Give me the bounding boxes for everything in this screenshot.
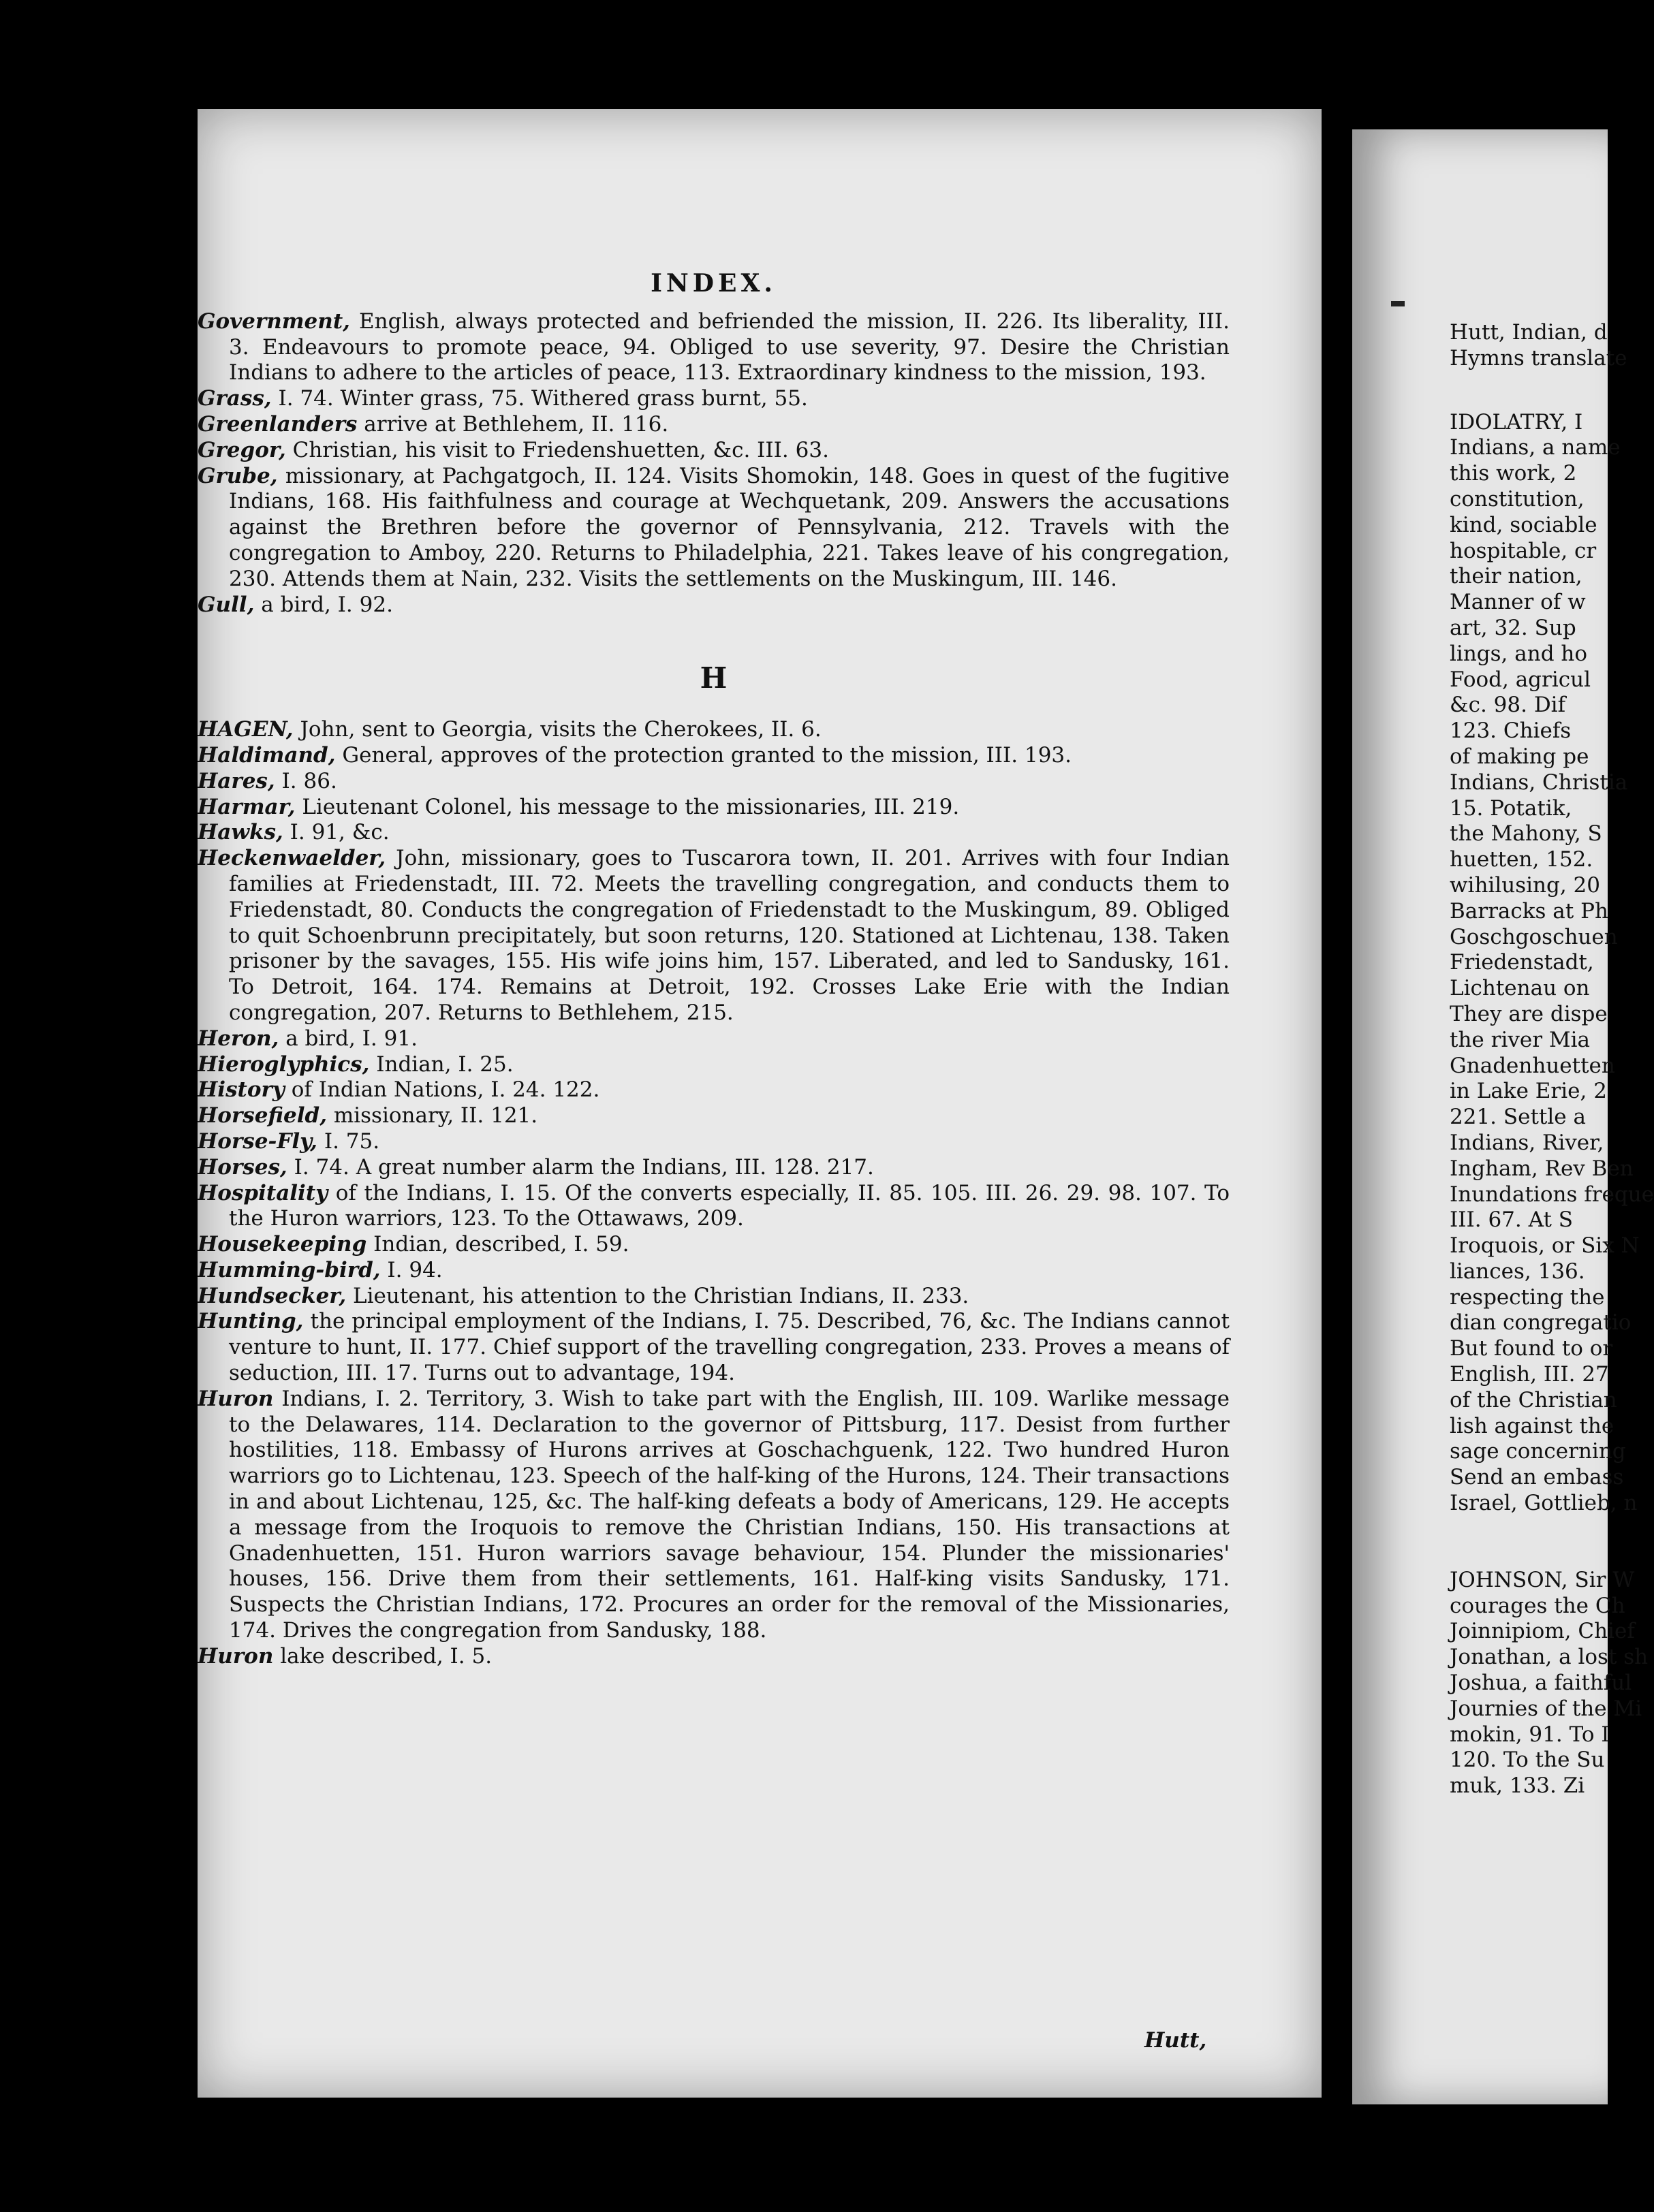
right-page-line: respecting the xyxy=(1450,1284,1605,1310)
index-entry xyxy=(198,1077,1230,1103)
right-page-line: Gnadenhuetten xyxy=(1450,1053,1615,1078)
right-page-line: IDOLATRY, I xyxy=(1450,409,1583,434)
index-entry xyxy=(198,1258,1230,1284)
right-page-line: Hymns translate xyxy=(1450,345,1627,370)
entry-headword: History xyxy=(198,1077,285,1103)
catchword: Hutt, xyxy=(1144,2028,1207,2053)
entry-text: a bird, I. 91. xyxy=(279,1026,418,1051)
right-page-line: lish against the xyxy=(1450,1413,1614,1438)
entry-headword: Greenlanders xyxy=(198,411,358,437)
right-page-line: Indians, River, xyxy=(1450,1130,1604,1155)
right-page-line: Barracks at Ph xyxy=(1450,898,1608,923)
right-page-line: 15. Potatik, xyxy=(1450,795,1572,821)
entry-text: Indian, described, I. 59. xyxy=(366,1232,629,1257)
index-entry xyxy=(198,1129,1230,1155)
entry-headword: HAGEN, xyxy=(198,717,294,742)
right-page-line: Israel, Gottlieb, n xyxy=(1450,1491,1638,1516)
right-page-line: Hutt, Indian, d xyxy=(1450,320,1608,345)
entry-headword: Hundsecker, xyxy=(198,1283,347,1308)
index-entry xyxy=(198,820,1230,846)
right-page-line: &c. 98. Dif xyxy=(1450,693,1566,718)
entry-headword: Hieroglyphics, xyxy=(198,1052,370,1077)
entry-text: Indian, I. 25. xyxy=(369,1052,514,1077)
index-entry xyxy=(198,1309,1230,1386)
right-page-line: 123. Chiefs xyxy=(1450,718,1572,744)
entry-headword: Grass, xyxy=(198,386,272,411)
entry-headword: Housekeeping xyxy=(198,1232,367,1257)
index-entry xyxy=(198,1232,1230,1258)
entry-text: English, always protected and befriended the mission, II. 226. Its liberality, III. 3. Endeavours to promote peace, 94. Obliged to use severity, 97. Desire the Christian Indians to adhere to the articles of peace, 113. Extraordinary kindness to the mission, 193. xyxy=(229,309,1230,385)
entry-headword: Hares, xyxy=(198,768,275,793)
entry-text: I. 74. Winter grass, 75. Withered grass burnt, 55. xyxy=(271,386,808,411)
entry-text: I. 86. xyxy=(275,768,337,793)
right-page-line: liances, 136. xyxy=(1450,1259,1585,1284)
entry-text: John, missionary, goes to Tuscarora town, II. 201. Arrives with four Indian families at Friedenstadt, III. 72. Meets the travelling congregation, and conducts them to Friedenstadt, 80. Conducts the congregation of Friedenstadt to the Muskingum, 89. Obliged to quit Schoenbrunn precipitately, but soon returns, 120. Stationed at Lichtenau, 138. Taken prisoner by the savages, 155. His wife joins him, 157. Liberated, and led to Sandusky, 161. To Detroit, 164. 174. Remains at Detroit, 192. Crosses Lake Erie with the Indian congregation, 207. Returns to Bethlehem, 215. xyxy=(229,846,1230,1025)
right-page-line: Journies of the Mi xyxy=(1450,1696,1642,1721)
index-entry xyxy=(198,1155,1230,1181)
right-page-line: hospitable, cr xyxy=(1450,538,1597,563)
entry-text: I. 74. A great number alarm the Indians, III. 128. 217. xyxy=(287,1154,874,1180)
right-page-line: They are dispe xyxy=(1450,1001,1608,1026)
entry-text: a bird, I. 92. xyxy=(254,592,393,617)
entry-text: I. 91, &c. xyxy=(283,820,390,845)
index-entry xyxy=(198,412,1230,438)
right-page-line: Indians, Christia xyxy=(1450,770,1628,795)
right-page-line: kind, sociable xyxy=(1450,512,1597,537)
right-page-line: JOHNSON, Sir W xyxy=(1450,1567,1635,1592)
entry-headword: Haldimand, xyxy=(198,742,336,768)
right-page-line: sage concerning xyxy=(1450,1439,1626,1464)
entry-headword: Grube, xyxy=(198,463,278,488)
entry-headword: Horsefield, xyxy=(198,1103,327,1128)
spacer xyxy=(1450,1517,1627,1568)
section-letter: H xyxy=(700,661,728,695)
entry-text: arrive at Bethlehem, II. 116. xyxy=(357,411,669,437)
entry-headword: Hospitality xyxy=(198,1180,328,1205)
entry-text: I. 75. xyxy=(317,1128,380,1154)
index-entry xyxy=(198,464,1230,592)
left-page-text xyxy=(198,271,1230,1670)
right-page-line: 120. To the Su xyxy=(1450,1748,1605,1773)
entry-text: John, sent to Georgia, visits the Cherokees, II. 6. xyxy=(293,717,822,742)
right-page-line: wihilusing, 20 xyxy=(1450,872,1600,898)
entry-headword: Heron, xyxy=(198,1026,279,1051)
entry-text: the principal employment of the Indians, I. 75. Described, 76, &c. The Indians cannot venture to hunt, II. 177. Chief support of the travelling congregation, 233. Proves a means of seduction, III. 17. Turns out to advantage, 194. xyxy=(229,1309,1230,1386)
index-entry xyxy=(198,769,1230,795)
right-page-line: huetten, 152. xyxy=(1450,847,1593,872)
entry-headword: Gregor, xyxy=(198,437,286,462)
index-entry xyxy=(198,1387,1230,1644)
entry-headword: Gull, xyxy=(198,592,255,617)
index-entry xyxy=(198,846,1230,1026)
page-header: INDEX. xyxy=(651,269,777,298)
right-page-line: the river Mia xyxy=(1450,1027,1591,1052)
entry-text: of Indian Nations, I. 24. 122. xyxy=(284,1077,600,1103)
entry-text: Indians, I. 2. Territory, 3. Wish to take part with the English, III. 109. Warlike message to the Delawares, 114. Declaration to the governor of Pittsburg, 117. Desist from further hostilities, 118. Embassy of Hurons arrives at Goschachguenk, 122. Two hundred Huron warriors go to Lichtenau, 123. Speech of the half-king of the Hurons, 124. Their transactions in and about Lichtenau, 125, &c. The half-king defeats a body of Americans, 129. He accepts a message from the Iroquois to remove the Christian Indians, 150. His transactions at Gnadenhuetten, 151. Huron warriors savage behaviour, 154. Plunder the missionaries' houses, 156. Drive them from their settlements, 161. Half-king visits Sandusky, 171. Suspects the Christian Indians, 172. Procures an order for the removal of the Missionaries, 174. Drives the congregation from Sandusky, 188. xyxy=(229,1386,1230,1643)
index-section-g xyxy=(198,309,1230,618)
entry-text: I. 94. xyxy=(380,1257,443,1282)
right-page-line: Iroquois, or Six N xyxy=(1450,1233,1640,1259)
entry-text: lake described, I. 5. xyxy=(273,1643,493,1669)
entry-text: Lieutenant, his attention to the Christian Indians, II. 233. xyxy=(346,1283,969,1308)
right-page-line: art, 32. Sup xyxy=(1450,615,1576,640)
right-page-line: III. 67. At S xyxy=(1450,1207,1573,1233)
right-page-line: 221. Settle a xyxy=(1450,1105,1586,1130)
right-page-line: muk, 133. Zi xyxy=(1450,1773,1585,1799)
entry-text: General, approves of the protection granted to the mission, III. 193. xyxy=(335,742,1072,768)
right-page-line: dian congregatio xyxy=(1450,1310,1632,1336)
right-page-line: the Mahony, S xyxy=(1450,821,1602,847)
right-page-line: of the Christian xyxy=(1450,1387,1617,1412)
right-page-line: Friedenstadt, xyxy=(1450,950,1594,975)
index-entry xyxy=(198,438,1230,464)
right-page-line: Indians, a name xyxy=(1450,435,1621,460)
entry-headword: Hawks, xyxy=(198,820,283,845)
right-lines-bottom xyxy=(1450,1567,1649,1799)
right-page-line: Inundations freque xyxy=(1450,1182,1654,1207)
right-lines-middle xyxy=(1450,409,1654,1517)
right-page-line: Food, agricul xyxy=(1450,667,1591,692)
page-mark xyxy=(1391,301,1405,306)
right-page-line: But found to or xyxy=(1450,1336,1613,1361)
entry-text: missionary, II. 121. xyxy=(326,1103,538,1128)
entry-headword: Hunting, xyxy=(198,1309,304,1334)
right-page-line: lings, and ho xyxy=(1450,641,1588,666)
right-page-line: Ingham, Rev Ben xyxy=(1450,1156,1634,1181)
index-entry xyxy=(198,309,1230,386)
entry-headword: Heckenwaelder, xyxy=(198,846,386,871)
right-page-line: Manner of w xyxy=(1450,590,1586,615)
index-entry xyxy=(198,592,1230,618)
entry-headword: Horses, xyxy=(198,1154,287,1180)
right-page-line: of making pe xyxy=(1450,744,1589,769)
right-page-line: in Lake Erie, 2 xyxy=(1450,1079,1607,1104)
index-entry xyxy=(198,795,1230,821)
right-page-line: Jonathan, a lost sh xyxy=(1450,1645,1649,1670)
entry-headword: Horse-Fly, xyxy=(198,1128,317,1154)
index-entry xyxy=(198,1026,1230,1052)
index-section-h xyxy=(198,717,1230,1669)
entry-headword: Huron xyxy=(198,1643,274,1669)
entry-text: of the Indians, I. 15. Of the converts especially, II. 85. 105. III. 26. 29. 98. 107. To the Huron warriors, 123. To the Ottawaws, 209. xyxy=(229,1180,1230,1231)
index-entry xyxy=(198,1103,1230,1129)
right-page-line: English, III. 27 xyxy=(1450,1362,1609,1387)
index-entry xyxy=(198,1181,1230,1233)
entry-headword: Harmar, xyxy=(198,794,296,819)
index-entry xyxy=(198,1052,1230,1078)
spacer xyxy=(1450,372,1627,410)
entry-text: Christian, his visit to Friedenshuetten, &c. III. 63. xyxy=(285,437,829,462)
right-lines-top xyxy=(1450,320,1627,372)
right-page-line: constitution, xyxy=(1450,486,1585,511)
index-entry xyxy=(198,1644,1230,1670)
right-page-text xyxy=(1450,320,1654,1799)
index-entry xyxy=(198,717,1230,743)
right-page-line: Joinnipiom, Chief xyxy=(1450,1619,1635,1644)
right-page-line: this work, 2 xyxy=(1450,461,1577,486)
entry-text: Lieutenant Colonel, his message to the missionaries, III. 219. xyxy=(295,794,960,819)
right-page-line: Send an embass xyxy=(1450,1465,1624,1490)
entry-text: missionary, at Pachgatgoch, II. 124. Visits Shomokin, 148. Goes in quest of the fugitive Indians, 168. His faithfulness and courage at Wechquetank, 209. Answers the accusations against the Brethren before the governor of Pennsylvania, 212. Travels with the congregation to Amboy, 220. Returns to Philadelphia, 221. Takes leave of his congregation, 230. Attends them at Nain, 232. Visits the settlements on the Muskingum, III. 146. xyxy=(229,463,1230,591)
index-entry xyxy=(198,1284,1230,1310)
entry-headword: Huron xyxy=(198,1386,274,1411)
right-page-line: Goschgoschuen xyxy=(1450,924,1618,949)
right-page-line: their nation, xyxy=(1450,564,1582,589)
right-page-line: Lichtenau on xyxy=(1450,976,1590,1001)
right-page-line: mokin, 91. To I xyxy=(1450,1722,1610,1747)
entry-headword: Humming-bird, xyxy=(198,1257,381,1282)
right-page-line: Joshua, a faithful xyxy=(1450,1671,1632,1696)
index-entry xyxy=(198,743,1230,769)
entry-headword: Government, xyxy=(198,309,350,334)
right-page-line: courages the Ch xyxy=(1450,1593,1625,1618)
index-entry xyxy=(198,386,1230,412)
